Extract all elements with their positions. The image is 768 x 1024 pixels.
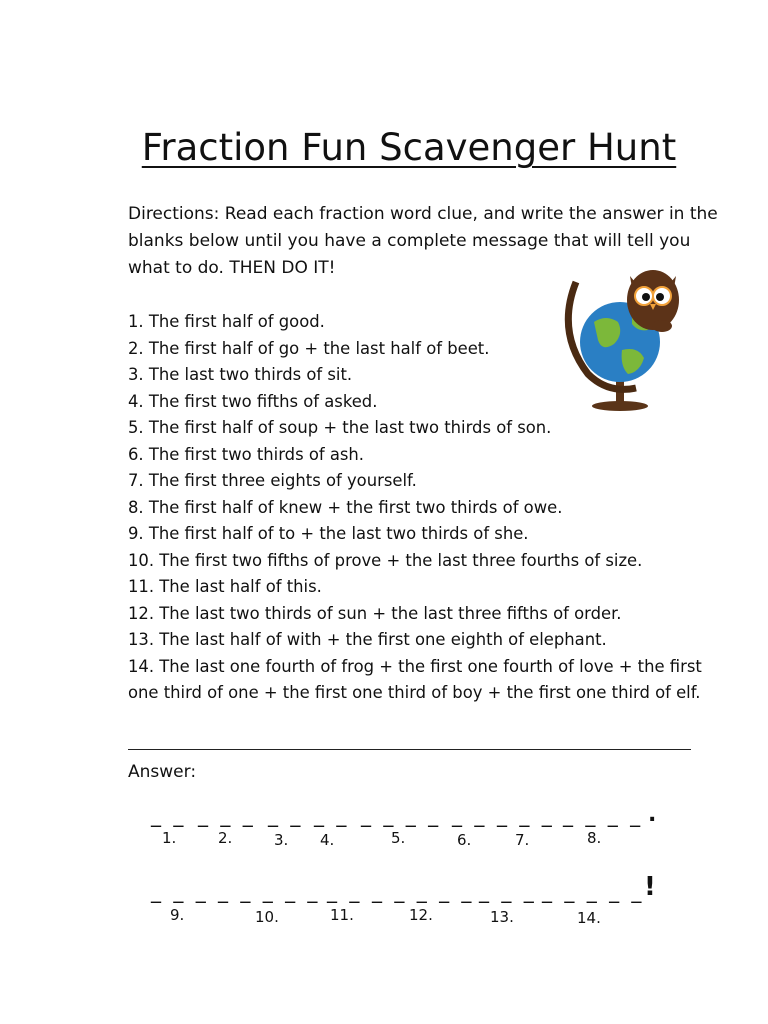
sentence-period: . [648, 802, 657, 827]
clue-item: 5. The first half of soup + the last two thirds of son. [128, 418, 552, 437]
answer-blank[interactable]: _ _ [268, 803, 304, 827]
answer-blank[interactable]: _ _ _ _ _ [218, 879, 321, 903]
clue-item: 4. The first two fifths of asked. [128, 391, 378, 411]
blank-number: 8. [587, 829, 602, 847]
answer-blank[interactable]: _ _ _ [497, 803, 555, 827]
blank-number: 2. [218, 829, 233, 847]
blank-number: 3. [274, 831, 289, 849]
answer-blank[interactable]: _ _ [314, 803, 350, 827]
divider [128, 749, 691, 750]
answer-blank[interactable]: _ _ _ [198, 803, 256, 827]
clue-item: 11. The last half of this. [128, 577, 322, 596]
owl-globe-icon [558, 262, 690, 412]
clue-item: 6. The first two thirds of ash. [128, 444, 365, 464]
blank-number: 6. [457, 831, 472, 849]
answer-blank[interactable]: _ _ _ _ _ [372, 879, 475, 903]
blank-number: 1. [162, 829, 177, 847]
blank-number: 5. [391, 829, 406, 847]
blank-number: 7. [515, 831, 530, 849]
clue-item: 2. The first half of go + the last half of beet. [128, 338, 490, 358]
clue-item: 8. The first half of knew + the first two thirds of owe. [128, 497, 563, 517]
blank-number: 12. [409, 906, 433, 924]
clue-item: 7. The first three eights of yourself. [128, 471, 417, 490]
blank-number: 4. [320, 831, 335, 849]
answer-blank[interactable]: _ _ [151, 803, 187, 827]
directions-text: Directions: Read each fraction word clue, and write the answer in the blanks below until you have a complete message that will tell you what to do. THEN DO IT! [128, 204, 718, 278]
clue-item: 9. The first half of to + the last two thirds of she. [128, 524, 529, 543]
blank-number: 10. [255, 908, 279, 926]
clue-item: 3. The last two thirds of sit. [128, 365, 353, 384]
answer-blank[interactable]: _ _ _ _ [361, 803, 442, 827]
answer-label: Answer: [128, 762, 197, 782]
answer-blank[interactable]: _ _ [327, 879, 363, 903]
blank-number: 14. [577, 909, 601, 927]
answer-blank[interactable]: _ _ [452, 803, 488, 827]
clue-item: 12. The last two thirds of sun + the last three fifths of order. [128, 603, 622, 623]
blank-number: 13. [490, 908, 514, 926]
clue-item: 13. The last half of with + the first one eighth of elephant. [128, 630, 607, 649]
worksheet-title: Fraction Fun Scavenger Hunt [141, 126, 677, 169]
answer-blank[interactable]: _ _ _ [479, 879, 537, 903]
answer-blank[interactable]: _ _ _ _ _ [542, 879, 645, 903]
clue-item: 14. The last one fourth of frog + the first one fourth of love + the first one third of one + the first one third of boy + the first one third of elf. [128, 656, 702, 702]
blank-number: 11. [330, 906, 354, 924]
sentence-exclamation: ! [644, 872, 656, 902]
blank-number: 9. [170, 906, 185, 924]
clue-item: 10. The first two fifths of prove + the last three fourths of size. [128, 550, 643, 570]
answer-blank[interactable]: _ _ _ _ [563, 803, 644, 827]
answer-blank[interactable]: _ _ _ [151, 879, 209, 903]
clue-item: 1. The first half of good. [128, 312, 325, 331]
